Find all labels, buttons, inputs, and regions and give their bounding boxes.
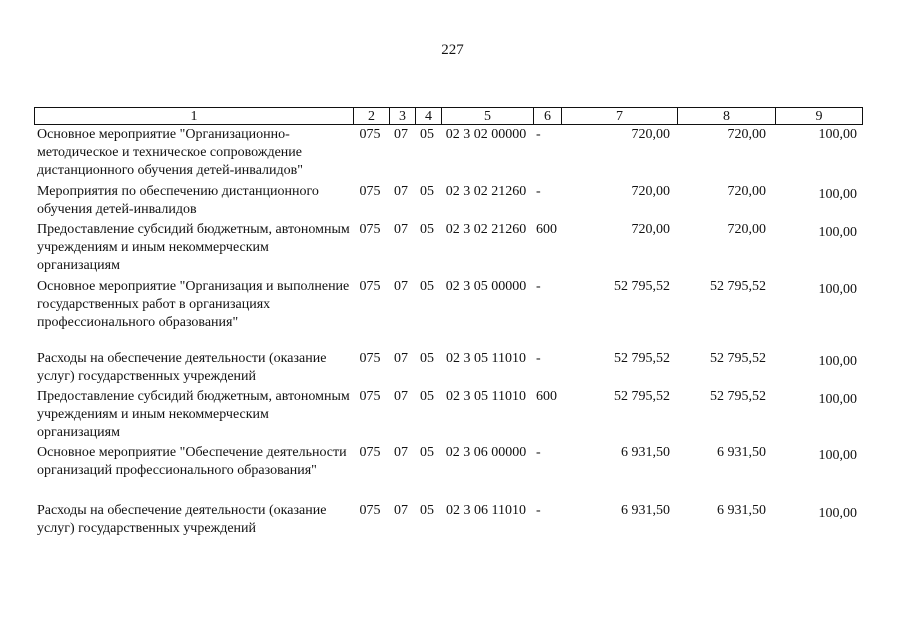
row-col-9: 100,00 [818, 448, 857, 463]
header-col-7: 7 [561, 108, 677, 124]
row-col-8: 52 795,52 [710, 389, 766, 404]
table-row [34, 444, 863, 502]
header-col-4: 4 [415, 108, 441, 124]
table-row [34, 221, 863, 278]
row-col-5: 02 3 06 00000 [445, 445, 527, 460]
row-name: Основное мероприятие "Обеспечение деятельности организаций профессионального образования" [37, 445, 347, 478]
row-col-6: - [536, 351, 541, 366]
row-col-5: 02 3 05 00000 [445, 279, 527, 294]
row-name: Предоставление субсидий бюджетным, автономным учреждениям и иным некоммерческим организациям [37, 389, 350, 440]
row-col-5: 02 3 02 21260 [445, 184, 527, 199]
row-col-2: 075 [359, 279, 381, 294]
table-header [34, 107, 863, 125]
row-col-6: - [536, 184, 541, 199]
table-row [34, 183, 863, 221]
row-col-9: 100,00 [818, 127, 857, 142]
row-col-4: 05 [420, 351, 434, 366]
row-col-3: 07 [394, 389, 408, 404]
header-col-1: 1 [190, 109, 198, 124]
row-col-9: 100,00 [818, 187, 857, 202]
row-col-3: 07 [394, 222, 408, 237]
row-col-6: 600 [536, 389, 557, 404]
row-col-5: 02 3 02 00000 [445, 127, 527, 142]
row-col-7: 6 931,50 [621, 445, 670, 460]
header-col-9: 9 [775, 108, 862, 124]
row-col-4: 05 [420, 222, 434, 237]
row-col-6: 600 [536, 222, 557, 237]
row-col-3: 07 [394, 279, 408, 294]
row-col-4: 05 [420, 279, 434, 294]
row-col-7: 6 931,50 [621, 503, 670, 518]
table-row [34, 126, 863, 183]
row-col-3: 07 [394, 503, 408, 518]
row-col-6: - [536, 127, 541, 142]
table-body [34, 126, 863, 540]
row-col-9: 100,00 [818, 506, 857, 521]
header-col-2: 2 [353, 108, 389, 124]
row-name: Предоставление субсидий бюджетным, автономным учреждениям и иным некоммерческим организациям [37, 222, 350, 273]
row-col-3: 07 [394, 184, 408, 199]
row-col-4: 05 [420, 127, 434, 142]
row-col-6: - [536, 503, 541, 518]
row-col-3: 07 [394, 351, 408, 366]
header-col-8: 8 [677, 108, 775, 124]
page-number: 227 [441, 42, 464, 58]
row-col-2: 075 [359, 445, 381, 460]
row-col-4: 05 [420, 389, 434, 404]
row-name: Расходы на обеспечение деятельности (оказание услуг) государственных учреждений [37, 503, 327, 536]
row-col-8: 52 795,52 [710, 351, 766, 366]
row-col-3: 07 [394, 127, 408, 142]
row-name: Основное мероприятие "Организация и выполнение государственных работ в организациях профессионального образования" [37, 279, 350, 330]
row-col-6: - [536, 279, 541, 294]
row-col-5: 02 3 05 11010 [446, 389, 526, 404]
row-col-5: 02 3 06 11010 [446, 503, 526, 518]
row-col-2: 075 [359, 127, 381, 142]
row-col-8: 720,00 [727, 127, 766, 142]
row-col-3: 07 [394, 445, 408, 460]
row-col-8: 6 931,50 [717, 445, 766, 460]
row-col-6: - [536, 445, 541, 460]
row-col-2: 075 [359, 389, 381, 404]
row-name: Основное мероприятие "Организационно-методическое и техническое сопровождение дистанционного обучения детей-инвалидов" [37, 127, 303, 178]
row-col-9: 100,00 [818, 392, 857, 407]
row-col-7: 720,00 [631, 127, 670, 142]
row-col-4: 05 [420, 184, 434, 199]
table-row [34, 350, 863, 388]
row-col-2: 075 [359, 184, 381, 199]
row-col-2: 075 [359, 222, 381, 237]
table-row [34, 278, 863, 350]
row-col-7: 720,00 [631, 184, 670, 199]
row-col-2: 075 [359, 351, 381, 366]
row-col-7: 52 795,52 [614, 351, 670, 366]
row-col-8: 6 931,50 [717, 503, 766, 518]
row-name: Расходы на обеспечение деятельности (оказание услуг) государственных учреждений [37, 351, 327, 384]
row-col-9: 100,00 [818, 282, 857, 297]
header-col-6: 6 [533, 108, 561, 124]
row-col-5: 02 3 02 21260 [445, 222, 527, 237]
row-col-4: 05 [420, 503, 434, 518]
row-col-5: 02 3 05 11010 [446, 351, 526, 366]
row-col-9: 100,00 [818, 225, 857, 240]
header-col-5: 5 [441, 108, 533, 124]
row-col-7: 720,00 [631, 222, 670, 237]
row-col-8: 52 795,52 [710, 279, 766, 294]
header-col-3: 3 [389, 108, 415, 124]
row-col-7: 52 795,52 [614, 389, 670, 404]
row-col-9: 100,00 [818, 354, 857, 369]
row-name: Мероприятия по обеспечению дистанционного обучения детей-инвалидов [37, 184, 319, 217]
table-row [34, 388, 863, 444]
row-col-8: 720,00 [727, 222, 766, 237]
row-col-2: 075 [359, 503, 381, 518]
table-row [34, 502, 863, 540]
row-col-7: 52 795,52 [614, 279, 670, 294]
row-col-4: 05 [420, 445, 434, 460]
row-col-8: 720,00 [727, 184, 766, 199]
